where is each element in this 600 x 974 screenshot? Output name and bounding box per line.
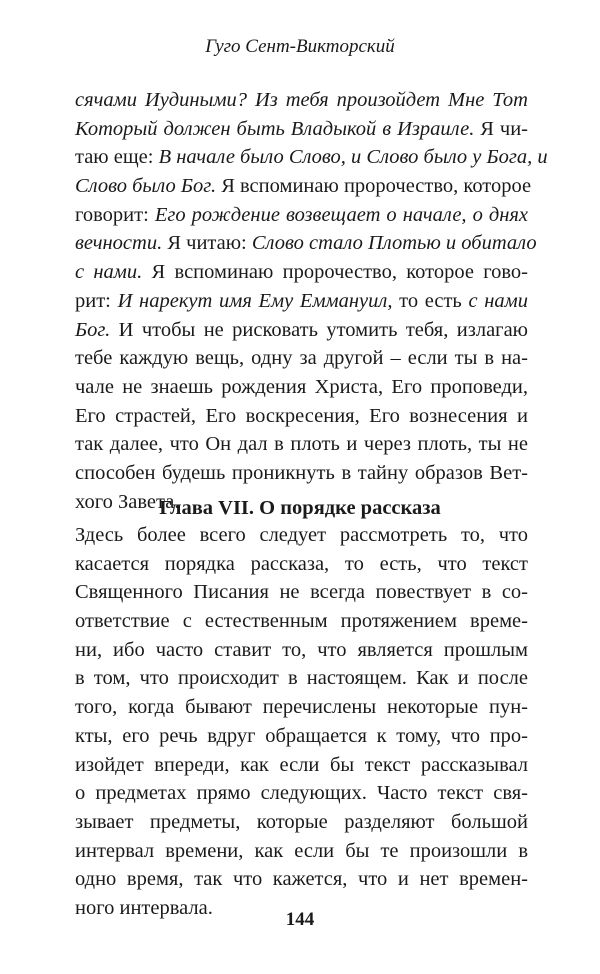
text-run: тебе каждую вещь, одну за другой – если ты в на- xyxy=(75,347,528,370)
text-line xyxy=(75,664,528,693)
text-run: Здесь более всего следует рассмотреть то, что xyxy=(75,524,528,546)
text-run: говорит: xyxy=(75,203,155,226)
text-line xyxy=(75,172,532,201)
text-run: одно время, так что кажется, что и нет времен- xyxy=(75,868,528,891)
text-line xyxy=(75,550,528,579)
italic-text: сячами Иудиными? Из тебя произойдет Мне Тот xyxy=(75,89,528,111)
text-run: зывает предметы, которые разделяют большой xyxy=(75,810,528,833)
text-line xyxy=(75,344,528,373)
text-line xyxy=(75,808,528,837)
text-line xyxy=(75,258,528,287)
running-header: Гуго Сент-Викторский xyxy=(205,36,395,57)
text-line xyxy=(75,779,528,808)
text-line xyxy=(75,837,528,866)
text-line xyxy=(75,521,528,550)
text-run: И чтобы не рисковать утомить тебя, излагаю xyxy=(110,318,528,341)
text-line xyxy=(75,143,548,172)
text-line xyxy=(75,316,528,345)
text-run: того, когда бывают перечислены некоторые пун- xyxy=(75,696,528,719)
italic-text: И нарекут имя Ему Еммануил, xyxy=(117,289,393,312)
text-line xyxy=(75,636,528,665)
italic-text: с нами xyxy=(468,289,529,312)
text-line xyxy=(75,607,528,636)
text-run: чале не знаешь рождения Христа, Его проповеди, xyxy=(75,375,528,398)
italic-text: Его рождение возвещает о начале, о днях xyxy=(154,203,529,226)
text-line xyxy=(75,722,528,751)
text-line xyxy=(75,865,528,894)
text-run: Я чи- xyxy=(474,117,528,140)
italic-text: вечности. xyxy=(75,232,163,255)
text-line xyxy=(75,287,528,316)
text-line xyxy=(75,86,528,115)
text-run: то есть xyxy=(392,289,469,312)
text-run: так далее, что Он дал в плоть и через плоть, ты не xyxy=(75,433,528,456)
text-line xyxy=(75,578,528,607)
text-run: кты, его речь вдруг обращается к тому, что про- xyxy=(75,724,528,747)
chapter-title: Глава VII. О порядке рассказа xyxy=(159,497,441,519)
text-run: хого Завета. xyxy=(75,490,180,513)
paragraph-2 xyxy=(75,521,528,923)
text-run: о предметах прямо следующих. Часто текст свя- xyxy=(75,782,528,805)
text-run: Я читаю: xyxy=(162,232,252,255)
text-run: ного интервала. xyxy=(75,896,213,919)
page-number: 144 xyxy=(285,909,315,930)
text-line xyxy=(75,115,528,144)
text-run: ни, ибо часто ставит то, что является прошлым xyxy=(75,638,528,661)
text-run: ответствие с естественным протяжением време- xyxy=(75,610,528,633)
text-line xyxy=(75,459,528,488)
text-run: Я вспоминаю пророчество, которое гово- xyxy=(142,261,528,284)
text-run: касается порядка рассказа, то есть, что текст xyxy=(75,552,528,575)
italic-text: Бог. xyxy=(75,318,111,341)
text-run: способен будешь проникнуть в тайну образов Вет- xyxy=(75,461,528,484)
text-line xyxy=(75,229,537,258)
text-run: интервал времени, как если бы те произошли в xyxy=(75,839,528,862)
italic-text: В начале было Слово, и Слово было у Бога, и xyxy=(158,146,548,169)
italic-text: Который должен быть Владыкой в Израиле. xyxy=(75,117,475,140)
text-run: рит: xyxy=(75,289,118,312)
text-line xyxy=(75,430,528,459)
text-line xyxy=(75,402,528,431)
text-run: Я вспоминаю пророчество, которое xyxy=(216,175,532,198)
italic-text: Слово было Бог. xyxy=(75,175,217,198)
text-line xyxy=(75,201,528,230)
text-run: изойдет впереди, как если бы текст рассказывал xyxy=(75,753,528,776)
text-line xyxy=(75,751,528,780)
italic-text: с нами. xyxy=(75,261,143,284)
text-run: Его страстей, Его воскресения, Его вознесения и xyxy=(75,404,528,427)
paragraph-1 xyxy=(75,86,548,516)
text-run: таю еще: xyxy=(75,146,159,169)
text-run: в том, что происходит в настоящем. Как и после xyxy=(75,667,528,690)
text-line xyxy=(75,693,528,722)
text-line xyxy=(75,373,528,402)
italic-text: Слово стало Плотью и обитало xyxy=(251,232,537,255)
text-run: Священного Писания не всегда повествует в со- xyxy=(75,581,528,604)
